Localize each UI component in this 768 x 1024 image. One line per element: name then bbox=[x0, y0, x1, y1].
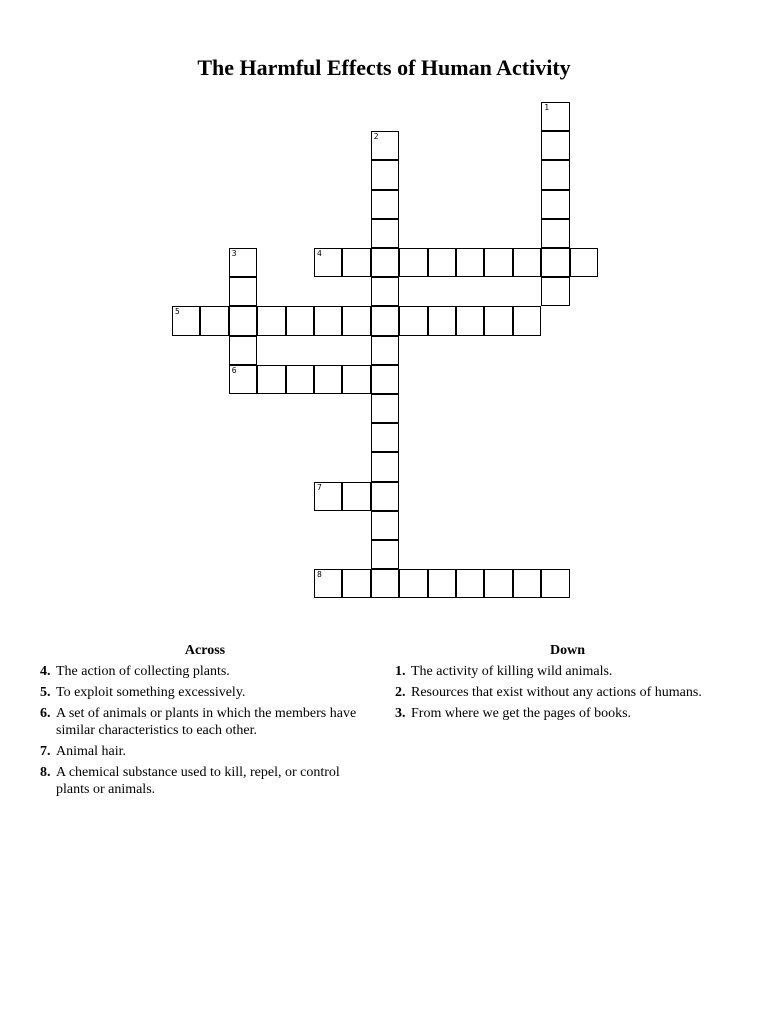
clue-text: Animal hair. bbox=[56, 744, 126, 759]
grid-cell[interactable] bbox=[570, 248, 598, 277]
grid-cell[interactable] bbox=[342, 248, 370, 277]
grid-cell[interactable] bbox=[229, 336, 257, 365]
clue-number: 3. bbox=[395, 706, 406, 721]
down-clues bbox=[395, 642, 740, 726]
grid-cell[interactable] bbox=[541, 102, 569, 131]
grid-cell[interactable] bbox=[342, 482, 370, 511]
grid-cell[interactable] bbox=[342, 365, 370, 394]
cell-number: 4 bbox=[317, 249, 322, 258]
clue-text: The activity of killing wild animals. bbox=[411, 664, 613, 679]
grid-cell[interactable] bbox=[172, 306, 200, 335]
grid-cell[interactable] bbox=[371, 190, 399, 219]
clue-text: From where we get the pages of books. bbox=[411, 706, 632, 721]
across-clue-8 bbox=[40, 764, 370, 798]
grid-cell[interactable] bbox=[371, 248, 399, 277]
grid-cell[interactable] bbox=[371, 511, 399, 540]
clue-text: A chemical substance used to kill, repel, or control plants or animals. bbox=[56, 765, 340, 797]
clue-text: A set of animals or plants in which the members have similar characteristics to each other. bbox=[56, 706, 357, 738]
cell-number: 8 bbox=[317, 570, 322, 580]
grid-cell[interactable] bbox=[541, 160, 569, 189]
puzzle-title: The Harmful Effects of Human Activity bbox=[197, 55, 571, 80]
grid-cell[interactable] bbox=[342, 569, 370, 598]
cell-number: 1 bbox=[544, 103, 550, 112]
cell-number: 2 bbox=[373, 132, 379, 142]
clue-text: To exploit something excessively. bbox=[56, 685, 246, 700]
down-clue-1 bbox=[395, 663, 740, 680]
grid-cell[interactable] bbox=[541, 190, 569, 219]
grid-cell[interactable] bbox=[371, 131, 399, 160]
clue-text: Resources that exist without any actions of humans. bbox=[411, 685, 702, 700]
grid-cell[interactable] bbox=[371, 540, 399, 569]
across-clue-6 bbox=[40, 705, 370, 739]
clue-number: 7. bbox=[40, 744, 51, 759]
grid-cell[interactable] bbox=[229, 277, 257, 306]
grid-cell[interactable] bbox=[456, 569, 484, 598]
grid-cell[interactable] bbox=[456, 248, 484, 277]
grid-cell[interactable] bbox=[541, 219, 569, 248]
grid-cell[interactable] bbox=[229, 306, 257, 335]
grid-cell[interactable] bbox=[513, 306, 541, 335]
cell-number: 6 bbox=[231, 365, 237, 375]
grid-cell[interactable] bbox=[371, 423, 399, 452]
grid-cell[interactable] bbox=[371, 452, 399, 481]
grid-cell[interactable] bbox=[541, 569, 569, 598]
cell-number: 7 bbox=[317, 482, 322, 492]
grid-cell[interactable] bbox=[314, 569, 342, 598]
grid-cell[interactable] bbox=[200, 306, 228, 335]
grid-cell[interactable] bbox=[541, 277, 569, 306]
clue-number: 1. bbox=[395, 664, 406, 679]
grid-cell[interactable] bbox=[484, 569, 512, 598]
across-clues bbox=[40, 642, 370, 802]
grid-cell[interactable] bbox=[314, 248, 342, 277]
grid-cell[interactable] bbox=[229, 365, 257, 394]
grid-cell[interactable] bbox=[314, 482, 342, 511]
clue-number: 4. bbox=[40, 664, 51, 679]
cell-number: 3 bbox=[231, 249, 237, 258]
grid-cell[interactable] bbox=[371, 336, 399, 365]
grid-cell[interactable] bbox=[257, 306, 285, 335]
across-clue-7 bbox=[40, 743, 370, 760]
down-clue-3 bbox=[395, 705, 740, 722]
clue-number: 5. bbox=[40, 685, 51, 700]
down-clue-2 bbox=[395, 684, 740, 701]
grid-cell[interactable] bbox=[456, 306, 484, 335]
grid-cell[interactable] bbox=[541, 131, 569, 160]
grid-cell[interactable] bbox=[342, 306, 370, 335]
cell-number: 5 bbox=[175, 307, 180, 317]
clue-number: 2. bbox=[395, 685, 406, 700]
grid-cell[interactable] bbox=[371, 160, 399, 189]
grid-cell[interactable] bbox=[257, 365, 285, 394]
grid-cell[interactable] bbox=[428, 569, 456, 598]
down-heading: Down bbox=[549, 643, 585, 658]
grid-cell[interactable] bbox=[513, 248, 541, 277]
grid-cell[interactable] bbox=[314, 306, 342, 335]
grid-cell[interactable] bbox=[484, 248, 512, 277]
grid-cell[interactable] bbox=[229, 248, 257, 277]
grid-cell[interactable] bbox=[371, 365, 399, 394]
grid-cell[interactable] bbox=[371, 277, 399, 306]
across-clue-4 bbox=[40, 663, 370, 680]
grid-cell[interactable] bbox=[371, 394, 399, 423]
grid-cell[interactable] bbox=[399, 248, 427, 277]
clue-text: The action of collecting plants. bbox=[56, 664, 230, 679]
grid-cell[interactable] bbox=[371, 219, 399, 248]
grid-cell[interactable] bbox=[484, 306, 512, 335]
grid-cell[interactable] bbox=[399, 569, 427, 598]
grid-cell[interactable] bbox=[541, 248, 569, 277]
grid-cell[interactable] bbox=[314, 365, 342, 394]
grid-cell[interactable] bbox=[286, 306, 314, 335]
grid-cell[interactable] bbox=[286, 365, 314, 394]
grid-cell[interactable] bbox=[371, 569, 399, 598]
grid-cell[interactable] bbox=[371, 306, 399, 335]
grid-cell[interactable] bbox=[428, 248, 456, 277]
clue-number: 6. bbox=[40, 706, 51, 721]
grid-cell[interactable] bbox=[399, 306, 427, 335]
grid-cell[interactable] bbox=[428, 306, 456, 335]
grid-cell[interactable] bbox=[371, 482, 399, 511]
grid-cell[interactable] bbox=[513, 569, 541, 598]
across-clue-5 bbox=[40, 684, 370, 701]
clue-number: 8. bbox=[40, 765, 51, 780]
across-heading: Across bbox=[184, 643, 226, 658]
